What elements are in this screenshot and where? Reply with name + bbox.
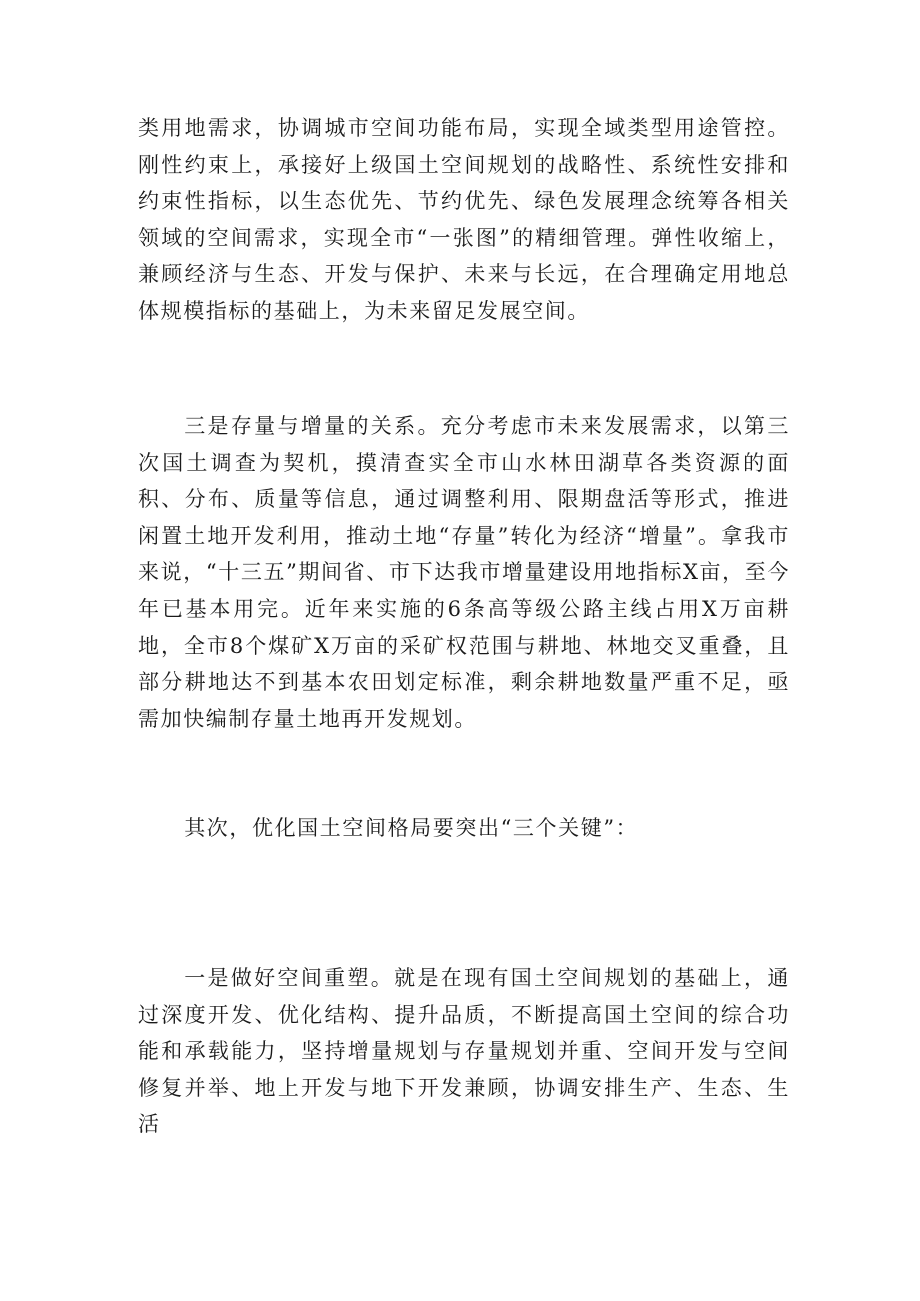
paragraph-continuation: 类用地需求，协调城市空间功能布局，实现全域类型用途管控。刚性约束上，承接好上级国土空间规划的战略性、系统性安排和约束性指标，以生态优先、节约优先、绿色发展理念统筹各相关领域的空间需求，实现全市“一张图”的精细管理。弹性收缩上，兼顾经济与生态、开发与保护、未来与长远，在合理确定用地总体规模指标的基础上，为未来留足发展空间。 — [138, 116, 790, 323]
paragraph-three-keys-intro: 其次，优化国土空间格局要突出“三个关键”： — [184, 816, 639, 840]
paragraph-stock-increment: 三是存量与增量的关系。充分考虑市未来发展需求，以第三次国土调查为契机，摸清查实全市山水林田湖草各类资源的面积、分布、质量等信息，通过调整利用、限期盘活等形式，推进闲置土地开发利用，推动土地“存量”转化为经济“增量”。拿我市来说，“十三五”期间省、市下达我市增量建设用地指标X亩，至今年已基本用完。近年来实施的6条高等级公路主线占用X万亩耕地，全市8个煤矿X万亩的采矿权范围与耕地、林地交叉重叠，且部分耕地达不到基本农田划定标准，剩余耕地数量严重不足，亟需加快编制存量土地再开发规划。 — [138, 414, 790, 731]
paragraph-space-reshaping: 一是做好空间重塑。就是在现有国土空间规划的基础上，通过深度开发、优化结构、提升品质，不断提高国土空间的综合功能和承载能力，坚持增量规划与存量规划并重、空间开发与空间修复并举、地上开发与地下开发兼顾，协调安排生产、生态、生活 — [138, 966, 790, 1137]
